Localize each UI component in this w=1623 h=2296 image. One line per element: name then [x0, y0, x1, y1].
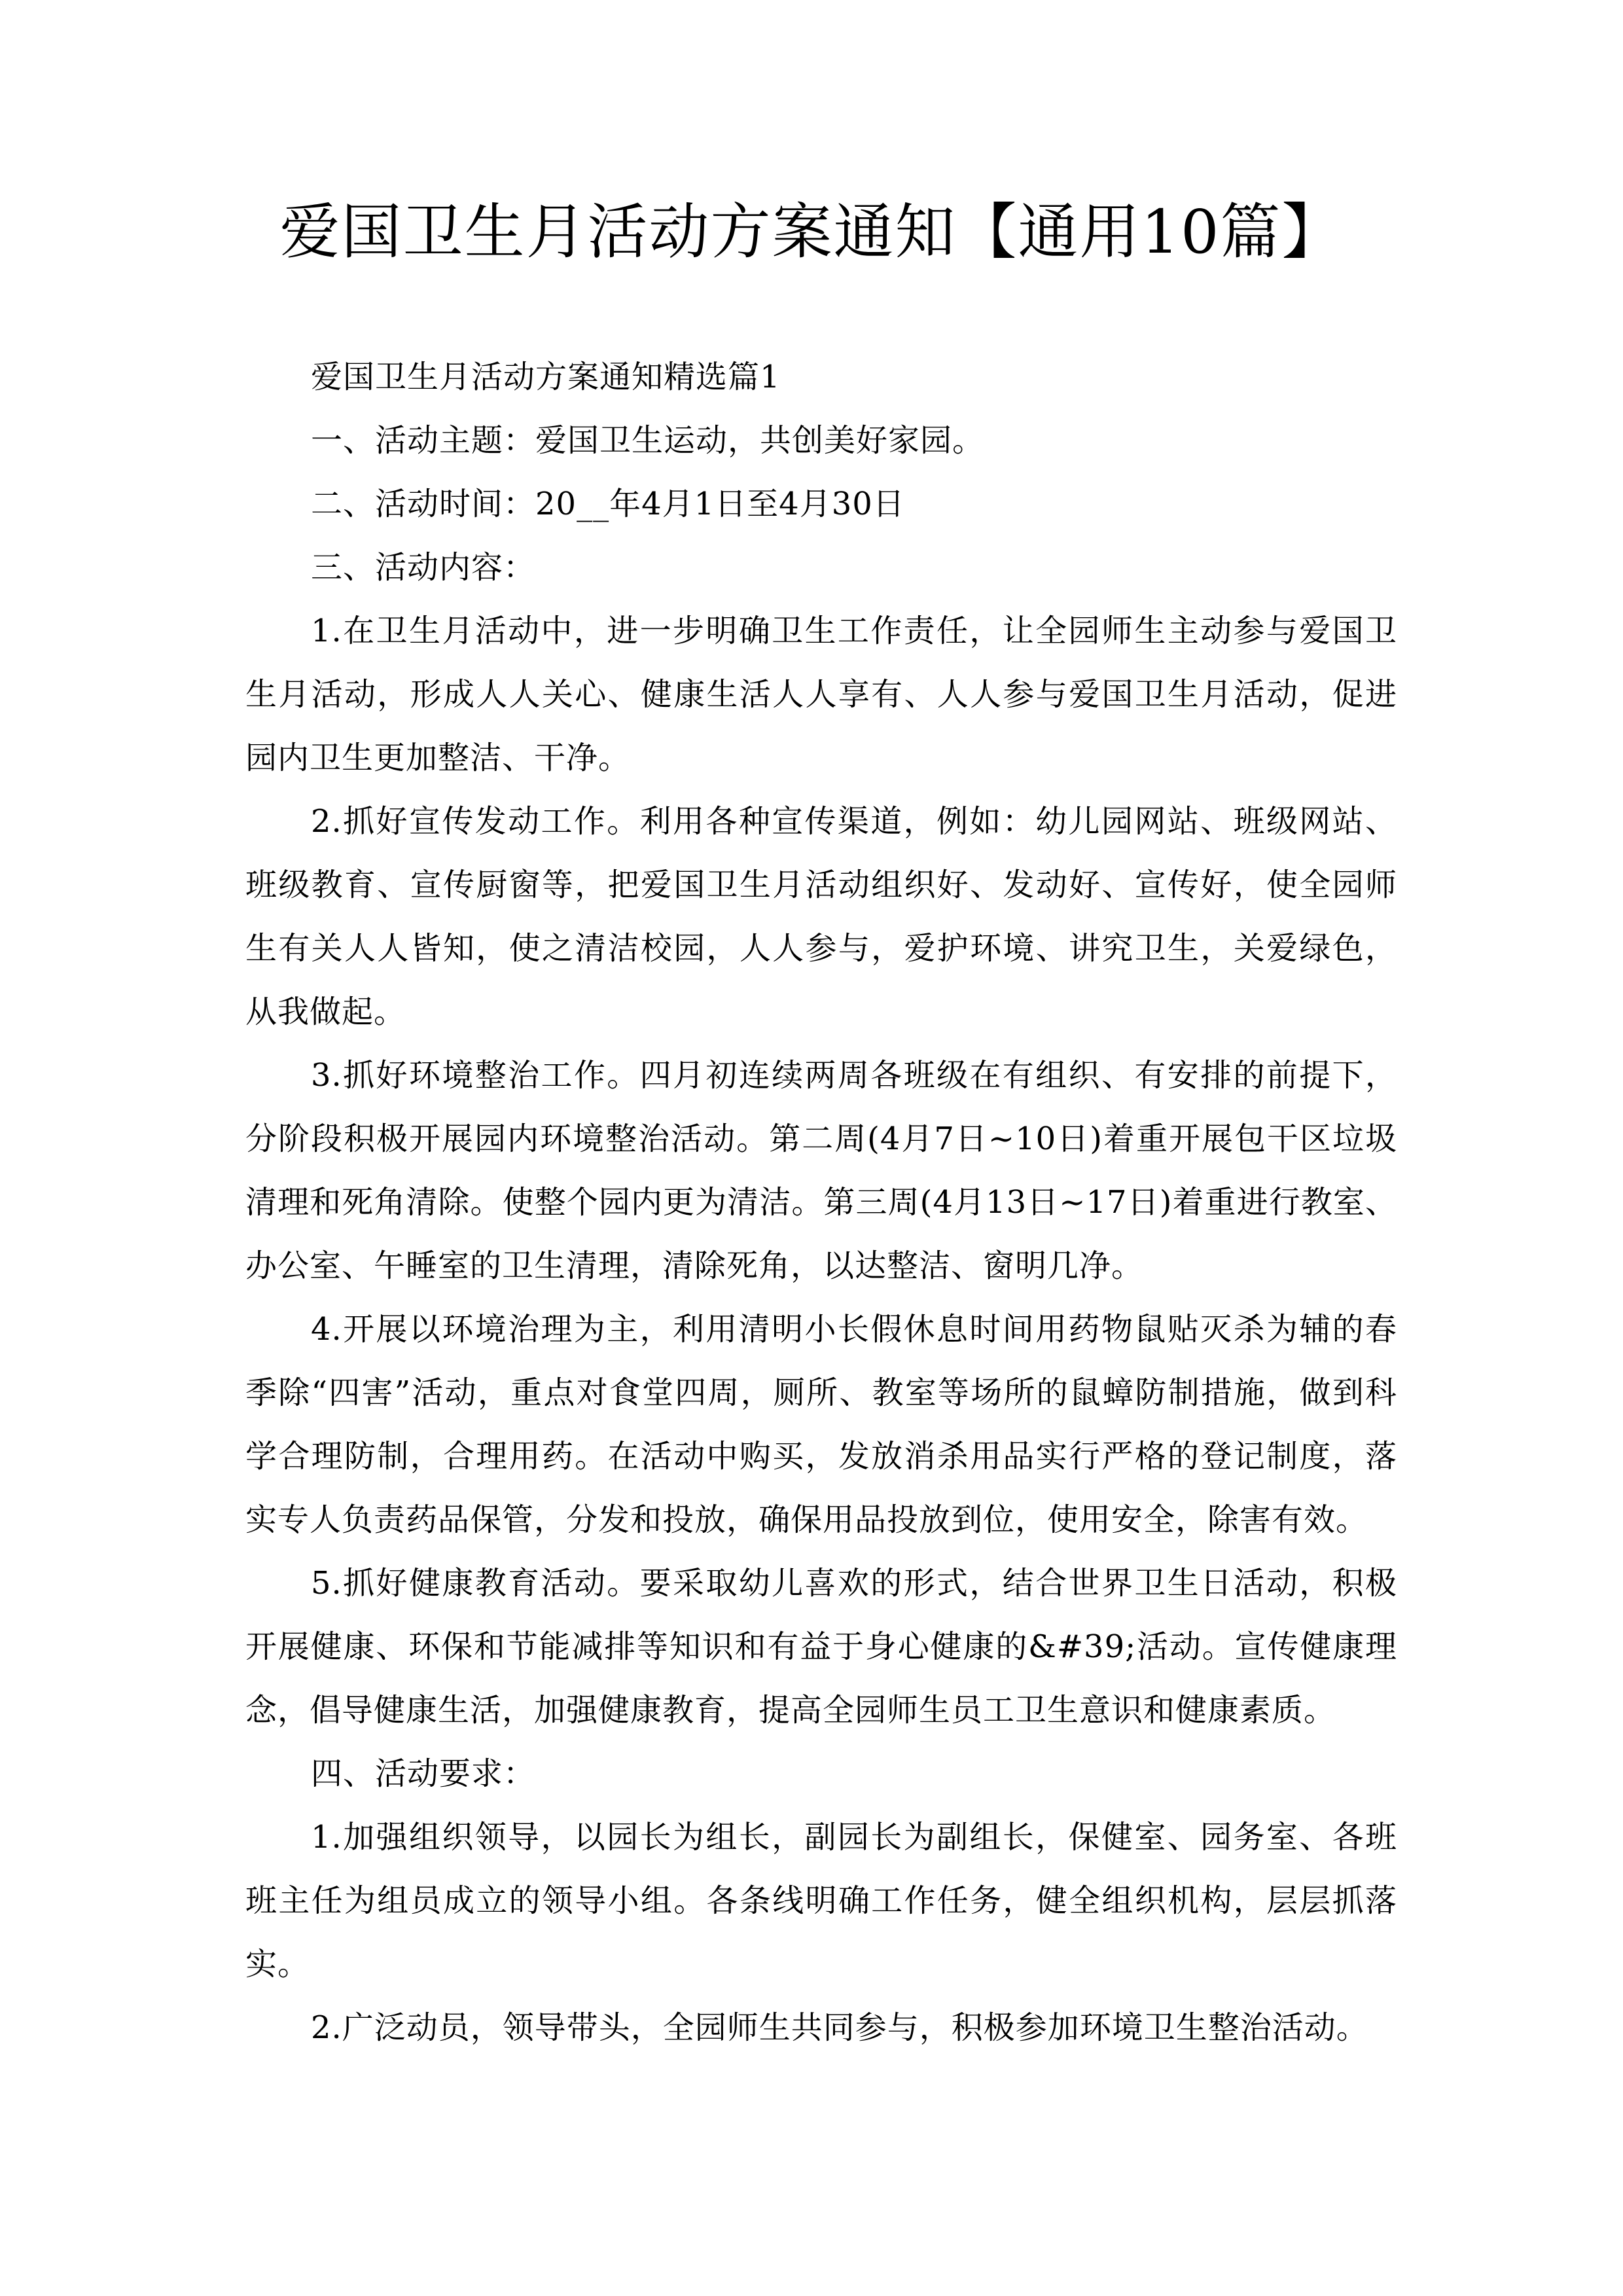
requirements-heading: 四、活动要求：: [311, 1755, 536, 1792]
activity-theme: 一、活动主题：爱国卫生运动，共创美好家园。: [311, 422, 985, 459]
requirement-paragraph-2: 2.广泛动员，领导带头，全园师生共同参与，积极参加环境卫生整治活动。: [311, 2009, 1368, 2046]
content-paragraph-1: 1.在卫生月活动中，进一步明确卫生工作责任，让全园师生主动参与爱国卫生月活动，形成人人关心、健康生活人人享有、人人参与爱国卫生月活动，促进园内卫生更加整洁、干净。: [245, 613, 1397, 776]
activity-content-heading: 三、活动内容：: [311, 549, 536, 586]
document-title: 爱国卫生月活动方案通知【通用10篇】: [279, 197, 1344, 267]
activity-time: 二、活动时间：20__年4月1日至4月30日: [311, 486, 905, 522]
content-paragraph-4: 4.开展以环境治理为主，利用清明小长假休息时间用药物鼠贴灭杀为辅的春季除“四害”活动，重点对食堂四周，厕所、教室等场所的鼠蟑防制措施，做到科学合理防制，合理用药。在活动中购买，发放消杀用品实行严格的登记制度，落实专人负责药品保管，分发和投放，确保用品投放到位，使用安全，除害有效。: [245, 1311, 1397, 1538]
content-paragraph-3: 3.抓好环境整治工作。四月初连续两周各班级在有组织、有安排的前提下，分阶段积极开展园内环境整治活动。第二周(4月7日~10日)着重开展包干区垃圾清理和死角清除。使整个园内更为清洁。第三周(4月13日~17日)着重进行教室、办公室、午睡室的卫生清理，清除死角，以达整洁、窗明几净。: [245, 1057, 1397, 1284]
requirement-paragraph-1: 1.加强组织领导，以园长为组长，副园长为副组长，保健室、园务室、各班班主任为组员成立的领导小组。各条线明确工作任务，健全组织机构，层层抓落实。: [245, 1819, 1397, 1982]
content-paragraph-2: 2.抓好宣传发动工作。利用各种宣传渠道，例如：幼儿园网站、班级网站、班级教育、宣传厨窗等，把爱国卫生月活动组织好、发动好、宣传好，使全园师生有关人人皆知，使之清洁校园，人人参与，爱护环境、讲究卫生，关爱绿色，从我做起。: [245, 803, 1397, 1030]
section-heading: 爱国卫生月活动方案通知精选篇1: [311, 359, 781, 395]
content-paragraph-5: 5.抓好健康教育活动。要采取幼儿喜欢的形式，结合世界卫生日活动，积极开展健康、环保和节能减排等知识和有益于身心健康的&#39;活动。宣传健康理念，倡导健康生活，加强健康教育，提高全园师生员工卫生意识和健康素质。: [245, 1565, 1397, 1729]
document-body: [245, 346, 1397, 2060]
